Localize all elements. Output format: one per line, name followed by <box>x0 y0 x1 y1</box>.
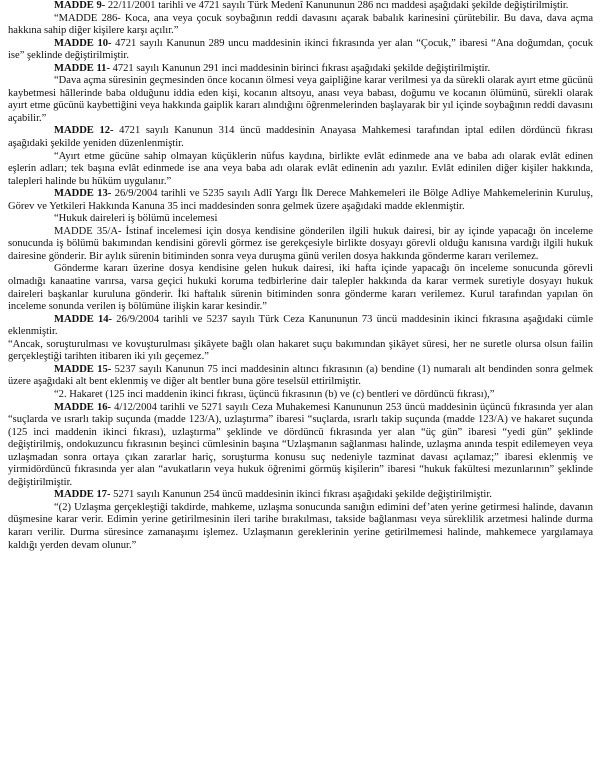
article-15 <box>8 364 593 389</box>
quoted-paragraph <box>8 502 593 552</box>
article-9 <box>8 0 593 13</box>
article-heading: MADDE 16- <box>54 401 112 413</box>
quoted-paragraph <box>8 75 593 125</box>
paragraph-text: “Dava açma süresinin geçmesinden önce kocanın ölmesi veya gaipliğine karar verilmesi ya da sürekli olarak ayırt etme gücünü kaybetmesi hâllerinde baba olduğunu iddia eden kişi, kocanın altsoyu, anası veya babası, doğumu ve kocanın ölümünü, sürekli olarak ayırt etme gücünü kaybettiğini veya hakkında gaiplik kararı alındığını öğrenmelerinden başlayarak bir yıl içinde soybağının reddi davasını açabilir.” <box>8 75 593 124</box>
quoted-paragraph <box>8 151 593 189</box>
article-16 <box>8 402 593 490</box>
paragraph-text: “MADDE 286- Koca, ana veya çocuk soybağının reddi davasını açarak babalık karinesini çürütebilir. Bu dava, dava açma hakkına sahip diğer kişilere karşı açılır.” <box>8 12 593 37</box>
article-heading: MADDE 17- <box>54 489 111 501</box>
paragraph-text: “Ayırt etme gücüne sahip olmayan küçüklerin nüfus kaydına, birlikte evlât edinmede ana ve baba adı olarak evlât edinen eşlerin adları; tek başına evlât edinmede ise ana veya baba adı olarak evlât edinenin adı yazılır. Evlât edinilen diğer kişiler hakkında, talepleri halinde bu hüküm uygulanır.” <box>8 150 593 187</box>
article-heading: MADDE 15- <box>54 363 112 375</box>
article-14 <box>8 314 593 339</box>
article-heading: MADDE 9- <box>54 0 106 11</box>
article-11 <box>8 63 593 76</box>
article-text: 5237 sayılı Kanunun 75 inci maddesinin altıncı fıkrasının (a) bendine (1) numaralı alt bendinden sonra gelmek üzere aşağıdaki alt bent eklenmiş ve diğer alt bentler buna göre teselsül ettirilmiştir. <box>8 363 593 388</box>
article-text: 4721 sayılı Kanunun 291 inci maddesinin birinci fıkrası aşağıdaki şekilde değiştirilmiştir. <box>109 62 491 74</box>
article-text: 4721 sayılı Kanunun 314 üncü maddesinin Anayasa Mahkemesi tarafından iptal edilen dördüncü fıkrası aşağıdaki şekilde yeniden düzenlenmiştir. <box>8 125 593 150</box>
article-17 <box>8 489 593 502</box>
quoted-sentence <box>8 339 593 364</box>
article-text: 5271 sayılı Kanunun 254 üncü maddesinin ikinci fıkrası aşağıdaki şekilde değiştirilmiştir. <box>110 489 492 501</box>
quoted-paragraph <box>8 263 593 313</box>
article-13 <box>8 188 593 213</box>
article-heading: MADDE 11- <box>54 62 110 74</box>
article-12 <box>8 125 593 150</box>
article-heading: MADDE 10- <box>54 37 112 49</box>
article-heading: MADDE 12- <box>54 125 114 137</box>
article-text: 4/12/2004 tarihli ve 5271 sayılı Ceza Muhakemesi Kanununun 253 üncü maddesinin üçüncü fıkrasında yer alan “suçlarda ve ısrarlı takip suçunda (madde 123/A), uzlaştırma” ibaresi “suçlarda, ısrarlı takip suçunda (madde 123/A) ve hakaret suçunda (125 inci maddenin ikinci fıkrası), uzlaştırma” şeklinde ve dördüncü fıkrasında yer alan “üç gün” ibaresi “yedi gün” şeklinde değiştirilmiş, ondokuzuncu fıkrasının beşinci cümlesinin başına “Uzlaşmanın sağlanması halinde, uzlaşma anında tespit edilemeyen veya uzlaşmadan sonra ortaya çıkan zararlar hariç, soruşturma konusu suç nedeniyle tazminat davası açılamaz;” ibaresi eklenmiş ve yirmidördüncü fıkrasında yer alan “avukatların veya hukuk öğrenimi görmüş kişilerin” ibaresi “hukuk fakültesi mezunlarının” şeklinde değiştirilmiştir. <box>8 401 593 488</box>
quoted-article-35a <box>8 226 593 264</box>
paragraph-text: MADDE 35/A- İstinaf incelemesi için dosya kendisine gönderilen ilgili hukuk dairesi, bir ay içinde yapacağı ön inceleme sonucunda iş bölümü bakımından kendisini görevli görmez ise gerekçesiyle birlikte dosyayı görevli olduğu kanısına vardığı ilgili hukuk dairesine gönderir. Bir aylık sürenin bitiminden sonra veya duruşma günü verilen dosya hakkında gönderme kararı verilemez. <box>8 225 593 262</box>
paragraph-text: “(2) Uzlaşma gerçekleştiği takdirde, mahkeme, uzlaşma sonucunda sanığın edimini def’aten yerine getirmesi halinde, davanın düşmesine karar verir. Edimin yerine getirilmesinin ileri tarihe bırakılması, takside bağlanması veya süreklilik arzetmesi halinde durma kararı verilir. Durma süresince zamanaşımı işlemez. Uzlaşmanın gereklerinin yerine getirilmemesi halinde, mahkemece yargılamaya kaldığı yerden devam olunur.” <box>8 501 593 551</box>
quoted-article-286 <box>8 13 593 38</box>
article-text: 26/9/2004 tarihli ve 5237 sayılı Türk Ceza Kanununun 73 üncü maddesinin ikinci fıkrasına aşağıdaki cümle eklenmiştir. <box>8 313 593 338</box>
paragraph-text: “2. Hakaret (125 inci maddenin ikinci fıkrası, üçüncü fıkrasının (b) ve (c) bentleri ve dördüncü fıkrası),” <box>54 388 495 400</box>
article-heading: MADDE 13- <box>54 188 112 200</box>
article-heading: MADDE 14- <box>54 313 113 325</box>
quoted-subparagraph <box>8 389 593 402</box>
paragraph-text: “Hukuk daireleri iş bölümü incelemesi <box>54 213 218 225</box>
article-10 <box>8 38 593 63</box>
article-text: 22/11/2001 tarihli ve 4721 sayılı Türk Medenî Kanununun 286 ncı maddesi aşağıdaki şekilde değiştirilmiştir. <box>105 0 569 11</box>
paragraph-text: “Ancak, soruşturulması ve kovuşturulması şikâyete bağlı olan hakaret suçu bakımından şikâyet süresi, her ne suretle olursa olsun failin gerçekleştiği tarihten itibaren iki yılı geçemez.” <box>8 338 593 363</box>
article-text: 4721 sayılı Kanunun 289 uncu maddesinin ikinci fıkrasında yer alan “Çocuk,” ibaresi “Ana doğumdan, çocuk ise” şeklinde değiştirilmiştir. <box>8 37 593 62</box>
paragraph-text: Gönderme kararı üzerine dosya kendisine gelen hukuk dairesi, iki hafta içinde yapacağı ön inceleme sonucunda görevli olmadığı kanaatine varırsa, varsa geçici hukuki koruma tedbirlerine dair talepler hakkında da karar vermek suretiyle dosyayı hukuk daireleri başkanlar kuruluna gönderir. İki haftalık sürenin bitiminden sonra gönderme kararı verilemez. Kurul tarafından yapılan ön inceleme sonunda verilen iş bölümüne ilişkin karar kesindir.” <box>8 263 593 313</box>
article-text: 26/9/2004 tarihli ve 5235 sayılı Adlî Yargı İlk Derece Mahkemeleri ile Bölge Adliye Mahkemelerinin Kuruluş, Görev ve Yetkileri Hakkında Kanuna 35 inci maddesinden sonra gelmek üzere aşağıdaki madde eklenmiştir. <box>8 188 593 212</box>
quoted-heading <box>8 213 593 226</box>
